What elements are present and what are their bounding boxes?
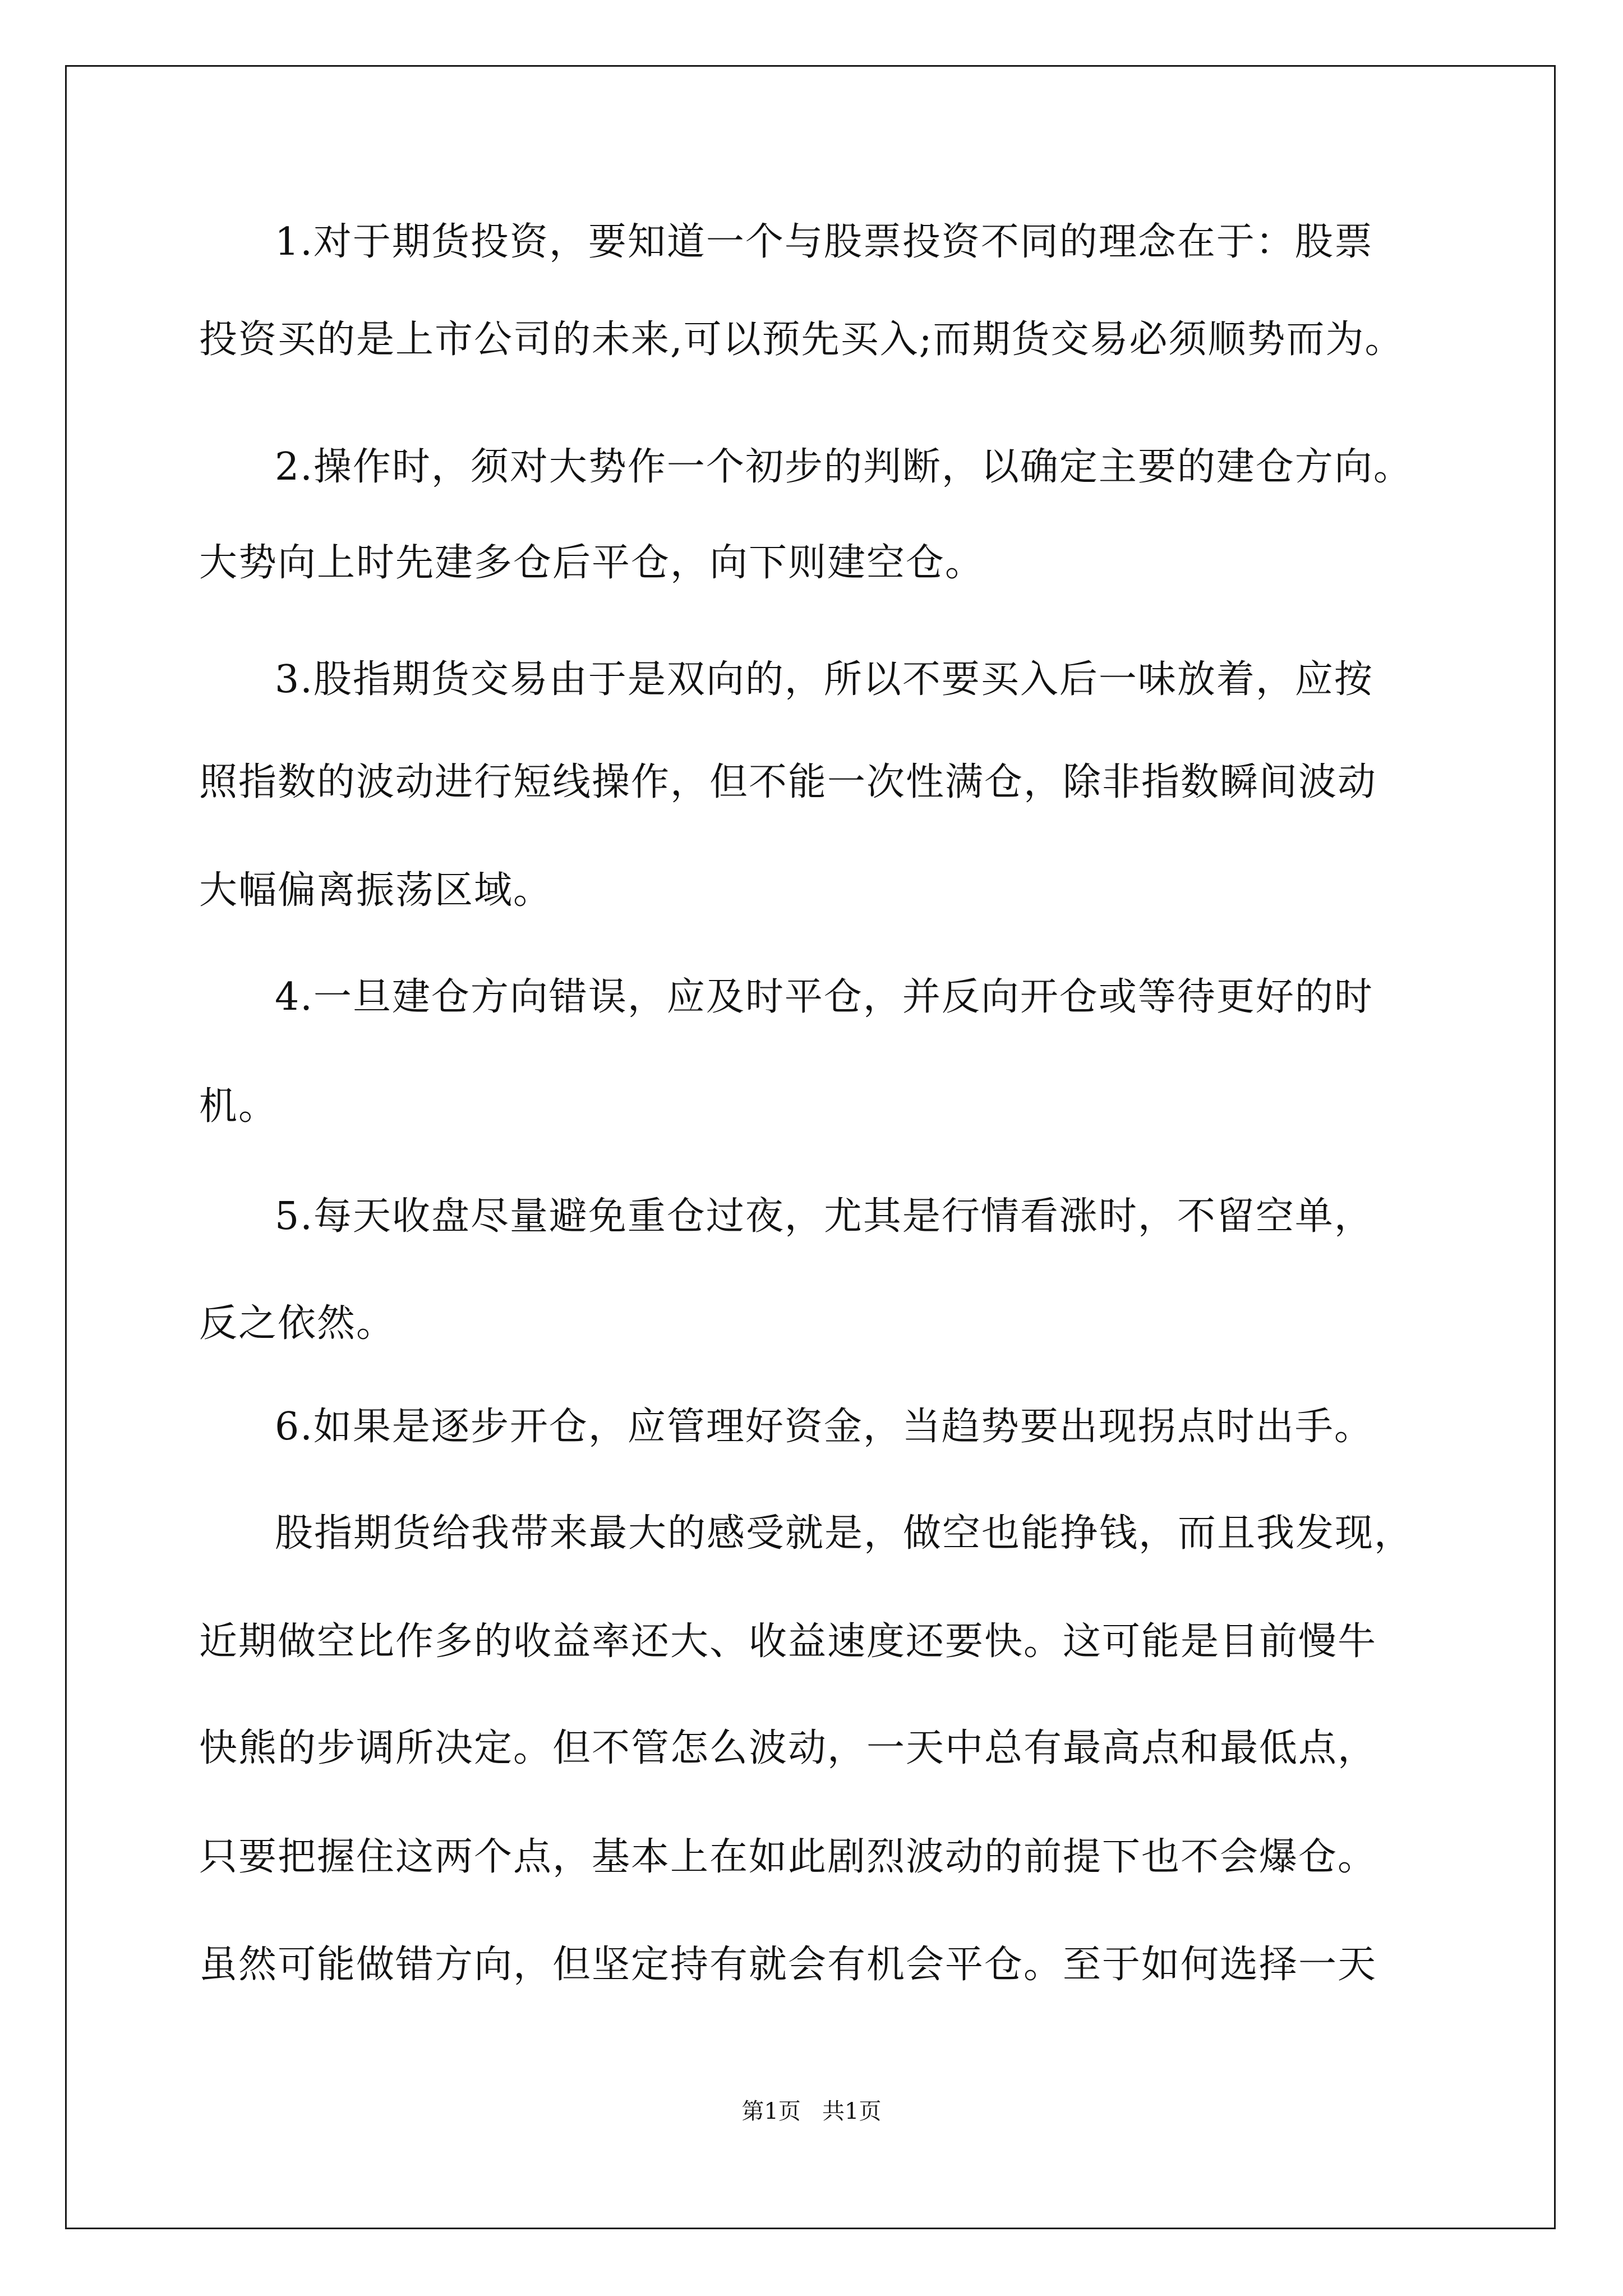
text-line-5: 3.股指期货交易由于是双向的，所以不要买入后一味放着，应按 xyxy=(275,657,1373,702)
text-line-4: 大势向上时先建多仓后平仓，向下则建空仓。 xyxy=(199,541,985,585)
text-line-1: 1.对于期货投资，要知道一个与股票投资不同的理念在于：股票 xyxy=(275,220,1373,264)
text-line-3: 2.操作时，须对大势作一个初步的判断，以确定主要的建仓方向。 xyxy=(275,445,1413,489)
text-line-16: 只要把握住这两个点，基本上在如此剧烈波动的前提下也不会爆仓。 xyxy=(199,1835,1377,1879)
text-line-7: 大幅偏离振荡区域。 xyxy=(199,868,553,913)
text-line-11: 反之依然。 xyxy=(199,1301,396,1346)
text-line-15: 快熊的步调所决定。但不管怎么波动，一天中总有最高点和最低点， xyxy=(199,1726,1377,1770)
text-line-17: 虽然可能做错方向，但坚定持有就会有机会平仓。至于如何选择一天 xyxy=(199,1943,1377,1987)
text-line-13: 股指期货给我带来最大的感受就是，做空也能挣钱，而且我发现， xyxy=(275,1511,1414,1556)
text-line-2: 投资买的是上市公司的未来,可以预先买入;而期货交易必须顺势而为。 xyxy=(199,318,1404,362)
text-line-12: 6.如果是逐步开仓，应管理好资金，当趋势要出现拐点时出手。 xyxy=(275,1405,1373,1449)
page-border xyxy=(65,65,1556,2229)
page-footer: 第1页 共1页 xyxy=(741,2099,882,2124)
text-line-6: 照指数的波动进行短线操作，但不能一次性满仓，除非指数瞬间波动 xyxy=(199,760,1377,804)
text-line-8: 4.一旦建仓方向错误，应及时平仓，并反向开仓或等待更好的时 xyxy=(275,975,1373,1019)
text-line-9: 机。 xyxy=(199,1084,278,1129)
text-line-10: 5.每天收盘尽量避免重仓过夜，尤其是行情看涨时，不留空单， xyxy=(275,1194,1373,1239)
text-line-14: 近期做空比作多的收益率还大、收益速度还要快。这可能是目前慢牛 xyxy=(199,1619,1377,1664)
